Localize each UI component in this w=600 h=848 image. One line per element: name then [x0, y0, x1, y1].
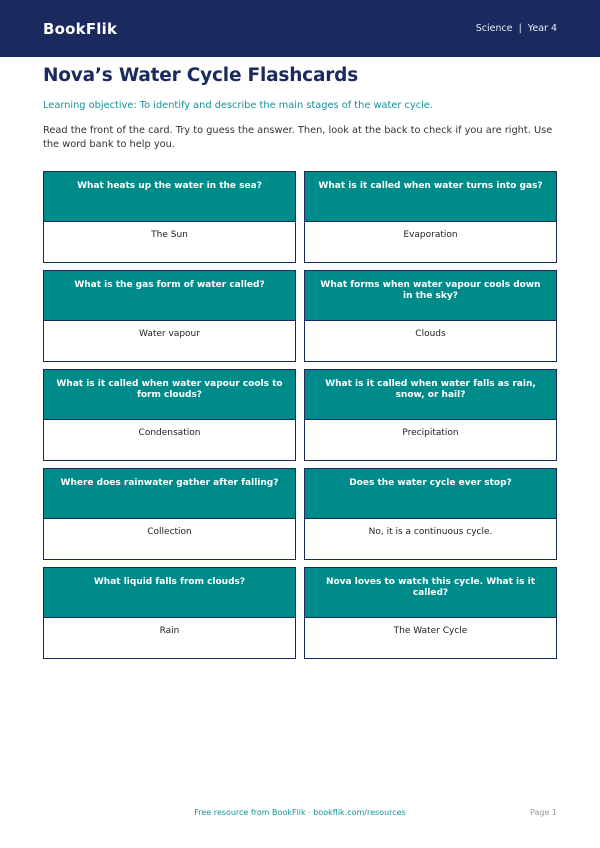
flashcard-question: What is it called when water falls as rain, snow, or hail? [305, 370, 556, 419]
flashcard-answer: Condensation [44, 419, 295, 460]
brand-logo[interactable]: BookFlik [43, 19, 118, 38]
learning-objective: Learning objective: To identify and describe the main stages of the water cycle. [43, 100, 433, 111]
flashcard-answer: The Sun [44, 221, 295, 262]
flashcard-answer: No, it is a continuous cycle. [305, 518, 556, 559]
flashcard[interactable] [43, 369, 296, 461]
flashcard-question: Does the water cycle ever stop? [305, 469, 556, 518]
flashcard-question: What is the gas form of water called? [44, 271, 295, 320]
flashcard-answer: Rain [44, 617, 295, 658]
flashcard-question: What heats up the water in the sea? [44, 172, 295, 221]
flashcard-question: What liquid falls from clouds? [44, 568, 295, 617]
flashcard-answer: Water vapour [44, 320, 295, 361]
page-number: Page 1 [530, 808, 557, 817]
page-title: Nova’s Water Cycle Flashcards [43, 65, 359, 86]
flashcard-answer: The Water Cycle [305, 617, 556, 658]
flashcard[interactable] [43, 171, 296, 263]
subject-year-label: Science | Year 4 [475, 23, 557, 34]
flashcard-answer: Precipitation [305, 419, 556, 460]
flashcard[interactable] [304, 567, 557, 659]
flashcard-answer: Clouds [305, 320, 556, 361]
flashcard-question: Where does rainwater gather after falling? [44, 469, 295, 518]
flashcard-question: Nova loves to watch this cycle. What is it called? [305, 568, 556, 617]
flashcard[interactable] [304, 171, 557, 263]
flashcard[interactable] [304, 270, 557, 362]
flashcard[interactable] [43, 468, 296, 560]
flashcard[interactable] [43, 567, 296, 659]
flashcard-question: What is it called when water vapour cools to form clouds? [44, 370, 295, 419]
header-bar [0, 0, 600, 57]
footer-link[interactable]: Free resource from BookFlik · bookflik.com/resources [194, 808, 406, 817]
flashcard[interactable] [304, 369, 557, 461]
flashcard[interactable] [304, 468, 557, 560]
instructions: Read the front of the card. Try to guess the answer. Then, look at the back to check if you are right. Use the word bank to help you. [43, 125, 553, 150]
flashcard[interactable] [43, 270, 296, 362]
flashcard-question: What is it called when water turns into gas? [305, 172, 556, 221]
flashcard-question: What forms when water vapour cools down in the sky? [305, 271, 556, 320]
flashcard-answer: Evaporation [305, 221, 556, 262]
flashcard-answer: Collection [44, 518, 295, 559]
flashcard-grid [43, 171, 557, 659]
